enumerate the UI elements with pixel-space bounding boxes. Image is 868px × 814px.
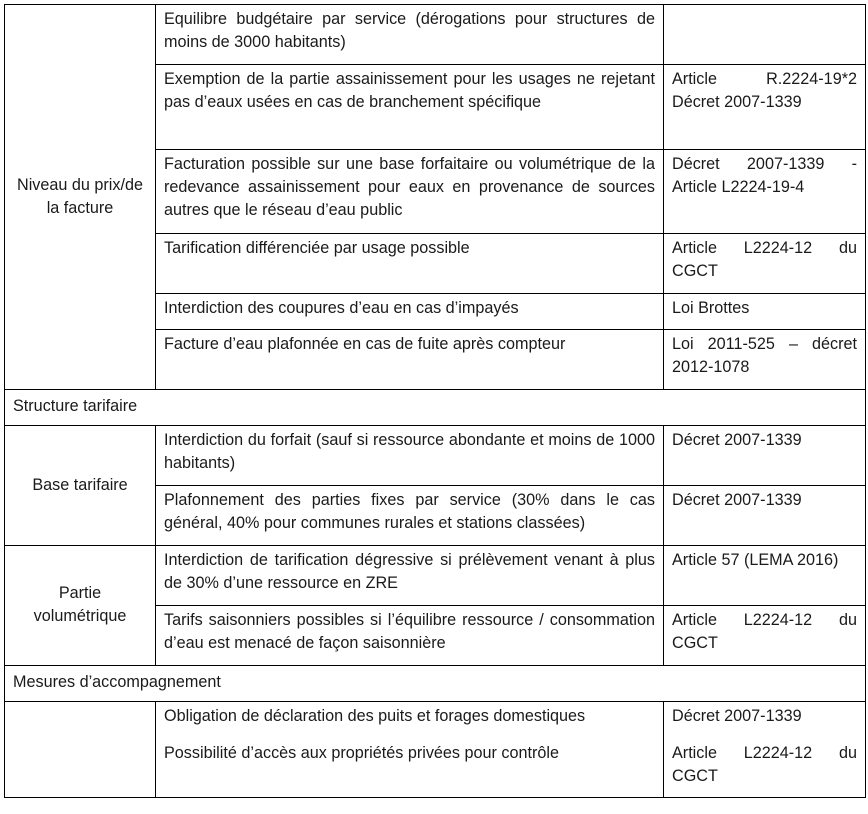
measure-cell: Facture d’eau plafonnée en cas de fuite après compteur	[156, 330, 664, 390]
measure-cell: Plafonnement des parties fixes par service (30% dans le cas général, 40% pour communes rurales et stations classées)	[156, 486, 664, 546]
reference-cell: Décret 2007-1339	[664, 426, 866, 486]
section-title-structure-tarifaire: Structure tarifaire	[5, 390, 866, 426]
section-title-mesures-accompagnement: Mesures d’accompagnement	[5, 666, 866, 702]
measure-cell	[156, 702, 664, 798]
section-header-row	[5, 390, 866, 426]
measure-cell: Tarification différenciée par usage possible	[156, 234, 664, 294]
reference-cell: Décret 2007-1339	[664, 486, 866, 546]
table-row	[5, 5, 866, 65]
measure-line: Obligation de déclaration des puits et forages domestiques	[164, 707, 586, 725]
group-label-empty	[5, 702, 156, 798]
measure-cell: Interdiction des coupures d’eau en cas d’impayés	[156, 294, 664, 330]
reference-cell: Loi 2011-525 – décret 2012-1078	[664, 330, 866, 390]
reference-cell: Article L2224-12 du CGCT	[664, 234, 866, 294]
measure-cell: Equilibre budgétaire par service (dérogations pour structures de moins de 3000 habitants)	[156, 5, 664, 65]
reference-cell: Article 57 (LEMA 2016)	[664, 546, 866, 606]
measure-line: Possibilité d’accès aux propriétés privées pour contrôle	[164, 744, 559, 762]
reference-cell	[664, 702, 866, 798]
reference-cell: Article L2224-12 du CGCT	[664, 606, 866, 666]
reference-line: Article L2224-12 du CGCT	[672, 744, 857, 785]
reference-line: Décret 2007-1339	[672, 707, 802, 725]
section-header-row	[5, 666, 866, 702]
table-row	[5, 702, 866, 798]
group-label-niveau-prix: Niveau du prix/de la facture	[5, 5, 156, 390]
reference-cell	[664, 5, 866, 65]
group-label-base-tarifaire: Base tarifaire	[5, 426, 156, 546]
table-row	[5, 546, 866, 606]
table-row	[5, 426, 866, 486]
measure-cell: Facturation possible sur une base forfaitaire ou volumétrique de la redevance assainissement pour eaux en provenance de sources autres que le réseau d’eau public	[156, 150, 664, 234]
reference-cell: Loi Brottes	[664, 294, 866, 330]
reference-cell: Article R.2224-19*2 Décret 2007-1339	[664, 65, 866, 150]
measure-cell: Exemption de la partie assainissement pour les usages ne rejetant pas d’eaux usées en cas de branchement spécifique	[156, 65, 664, 150]
measure-cell: Tarifs saisonniers possibles si l’équilibre ressource / consommation d’eau est menacé de façon saisonnière	[156, 606, 664, 666]
reference-cell: Décret 2007-1339 - Article L2224-19-4	[664, 150, 866, 234]
measure-cell: Interdiction de tarification dégressive si prélèvement venant à plus de 30% d’une ressource en ZRE	[156, 546, 664, 606]
regulation-table	[4, 4, 866, 798]
measure-cell: Interdiction du forfait (sauf si ressource abondante et moins de 1000 habitants)	[156, 426, 664, 486]
group-label-partie-volumetrique: Partie volumétrique	[5, 546, 156, 666]
